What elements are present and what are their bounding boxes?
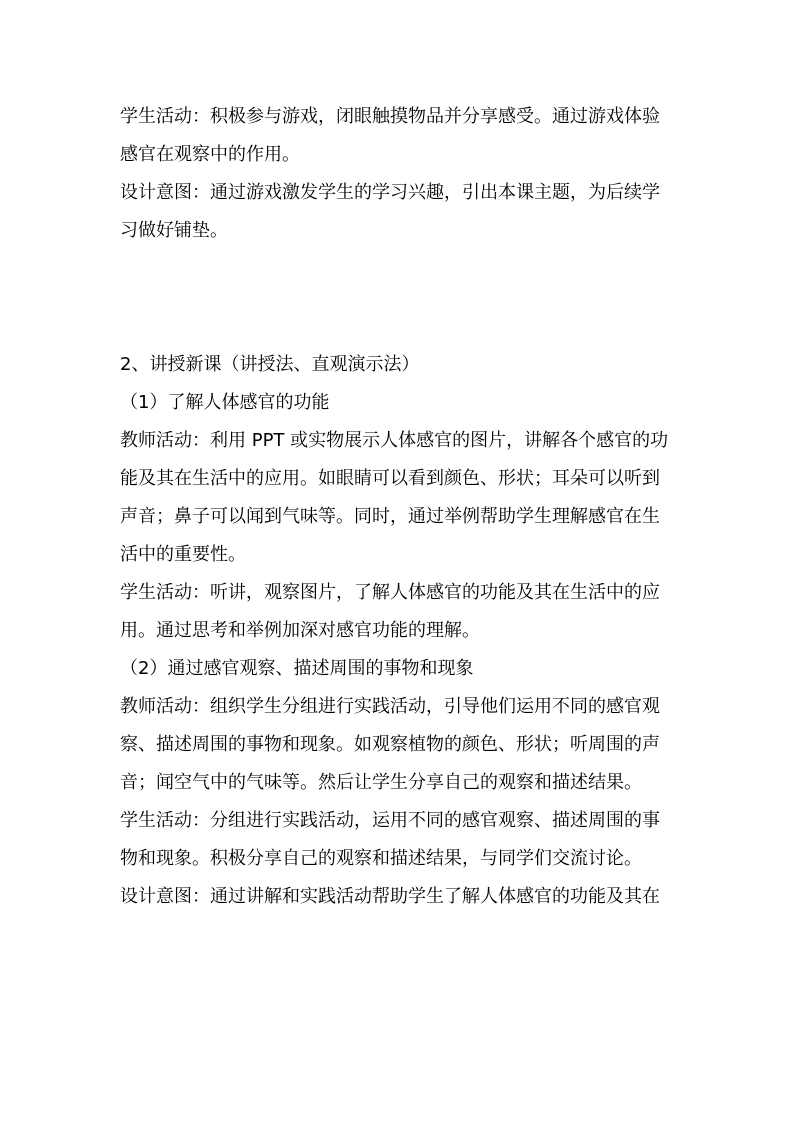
subheading-observe-describe: （2）通过感官观察、描述周围的事物和现象 (120, 658, 474, 679)
paragraph-student-activity-2-line-2: 物和现象。积极分享自己的观察和描述结果，与同学们交流讨论。 (120, 848, 642, 869)
paragraph-teacher-activity-1-line-4: 活中的重要性。 (120, 544, 246, 565)
paragraph-teacher-activity-2-line-1: 教师活动：组织学生分组进行实践活动，引导他们运用不同的感官观 (120, 696, 660, 717)
section-spacer (120, 250, 680, 346)
paragraph-student-activity-game-line-1: 学生活动：积极参与游戏，闭眼触摸物品并分享感受。通过游戏体验 (120, 106, 660, 127)
paragraph-student-activity-game-line-2: 感官在观察中的作用。 (120, 144, 300, 165)
section-heading-new-lesson: 2、讲授新课（讲授法、直观演示法） (120, 354, 420, 375)
paragraph-design-intent-2-line-1: 设计意图：通过讲解和实践活动帮助学生了解人体感官的功能及其在 (120, 886, 660, 907)
paragraph-teacher-activity-2-line-3: 音；闻空气中的气味等。然后让学生分享自己的观察和描述结果。 (120, 772, 642, 793)
paragraph-student-activity-1-line-2: 用。通过思考和举例加深对感官功能的理解。 (120, 620, 480, 641)
document-body (120, 98, 680, 916)
paragraph-teacher-activity-1-line-1: 教师活动：利用 PPT 或实物展示人体感官的图片，讲解各个感官的功 (120, 430, 669, 451)
paragraph-student-activity-2-line-1: 学生活动：分组进行实践活动，运用不同的感官观察、描述周围的事 (120, 810, 660, 831)
paragraph-teacher-activity-1-line-2: 能及其在生活中的应用。如眼睛可以看到颜色、形状；耳朵可以听到 (120, 468, 660, 489)
paragraph-design-intent-game-line-1: 设计意图：通过游戏激发学生的学习兴趣，引出本课主题，为后续学 (120, 182, 660, 203)
paragraph-design-intent-game-line-2: 习做好铺垫。 (120, 220, 228, 241)
subheading-sense-organ-functions: （1）了解人体感官的功能 (120, 392, 330, 413)
paragraph-student-activity-1-line-1: 学生活动：听讲，观察图片，了解人体感官的功能及其在生活中的应 (120, 582, 660, 603)
paragraph-teacher-activity-1-line-3: 声音；鼻子可以闻到气味等。同时，通过举例帮助学生理解感官在生 (120, 506, 660, 527)
paragraph-teacher-activity-2-line-2: 察、描述周围的事物和现象。如观察植物的颜色、形状；听周围的声 (120, 734, 660, 755)
